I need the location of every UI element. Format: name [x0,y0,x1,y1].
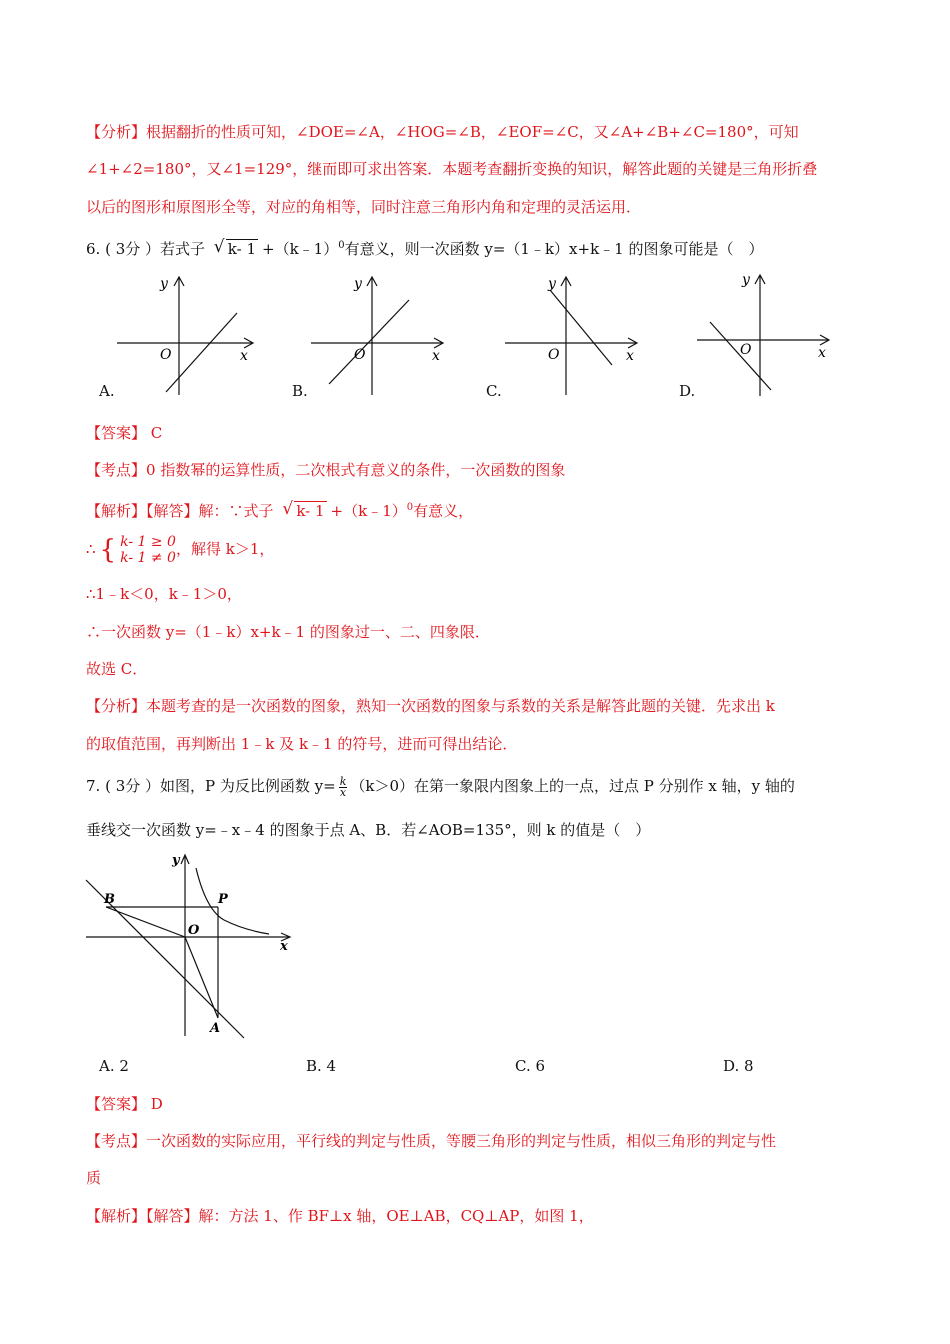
fraction-k-over-x: $\frac{k}{x}$ [339,774,347,799]
q6-answer: 【答案】 C [86,424,163,442]
q7-kaodian-2: 质 [86,1169,102,1187]
sqrt-expression: √ k- 1 [282,499,325,520]
fig-label-b: B [104,892,115,907]
prev-analysis-line-1: 【分析】根据翻折的性质可知，∠DOE=∠A，∠HOG=∠B，∠EOF=∠C，又∠A+∠B+∠C=180°，可知 [86,123,799,141]
origin-label: O [354,347,366,363]
q6-step-3: ∴一次函数 y=（1﹣k）x+k﹣1 的图象过一、二、四象限． [86,623,490,641]
axis-y-label: y [548,276,556,292]
q7-option-a: A. 2 [99,1057,129,1075]
q7-figure [84,850,299,1040]
prev-analysis-line-2: ∠1+∠2=180°，又∠1=129°，继而即可求出答案．本题考查翻折变换的知识，解答此题的关键是三角形折叠 [86,160,818,178]
option-a-label: A. [99,382,115,400]
q6-fenxi-2: 的取值范围，再判断出 1﹣k 及 k﹣1 的符号，进而可得出结论． [86,735,518,753]
question-7-stem-2: 垂线交一次函数 y=﹣x﹣4 的图象于点 A、B．若∠AOB=135°，则 k 的值是（ ） [86,821,651,839]
q6-step-2: ∴1﹣k＜0，k﹣1＞0， [86,585,242,603]
q6-fenxi-1: 【分析】本题考查的是一次函数的图象，熟知一次函数的图象与系数的关系是解答此题的关键．先求出 k [86,697,775,715]
prev-analysis-line-3: 以后的图形和原图形全等，对应的角相等，同时注意三角形内角和定理的灵活运用． [86,198,642,216]
option-c-label: C. [486,382,502,400]
graph-option-d [694,268,844,400]
axis-x-label: x [240,348,248,364]
option-b-label: B. [292,382,308,400]
q7-jiexi: 【解析】【解答】解：方法 1、作 BF⊥x 轴，OE⊥AB，CQ⊥AP，如图 1， [86,1207,594,1225]
q7-kaodian-1: 【考点】一次函数的实际应用，平行线的判定与性质，等腰三角形的判定与性质，相似三角形的判定与性 [86,1132,777,1150]
q7-option-c: C. 6 [515,1057,546,1075]
axis-x-label: x [432,348,440,364]
option-d-label: D. [679,382,696,400]
fig-label-y: y [172,853,180,868]
question-6-stem: 6. ( 3分 ）若式子 √ k- 1 +（k﹣1）$^0$有意义，则一次函数 y=（1﹣k）x+k﹣1 的图象可能是（ ） [86,237,764,258]
origin-label: O [548,347,560,363]
fig-label-o: O [188,923,200,938]
fig-label-p: P [218,892,228,907]
sqrt-expression: √ k- 1 [213,237,257,258]
axis-y-label: y [742,272,750,288]
origin-label: O [740,342,752,358]
axis-y-label: y [160,276,168,292]
q6-step-4: 故选 C． [86,660,148,678]
q6-system-of-inequalities: ∴ { k- 1 ≥ 0 k- 1 ≠ 0 ，解得 k＞1， [86,534,275,566]
axis-x-label: x [818,345,826,361]
graph-option-b [306,270,456,400]
analysis-tag: 【分析】 [86,123,147,141]
fig-label-a: A [210,1021,221,1036]
graph-option-c [500,270,650,400]
q7-option-d: D. 8 [723,1057,754,1075]
q6-kaodian: 【考点】0 指数幂的运算性质，二次根式有意义的条件，一次函数的图象 [86,461,566,479]
q7-answer: 【答案】 D [86,1095,163,1113]
q7-option-b: B. 4 [306,1057,337,1075]
question-7-stem-1: 7. ( 3分 ）如图，P 为反比例函数 y= $\frac{k}{x}$ （k＞0）在第一象限内图象上的一点，过点 P 分别作 x 轴，y 轴的 [86,774,795,799]
graph-option-a [112,270,262,400]
axis-x-label: x [626,348,634,364]
fig-label-x: x [280,939,288,954]
q6-jiexi: 【解析】【解答】解：∵式子 √ k- 1 +（k﹣1）$^0$有意义， [86,499,474,520]
origin-label: O [160,347,172,363]
axis-y-label: y [354,276,362,292]
